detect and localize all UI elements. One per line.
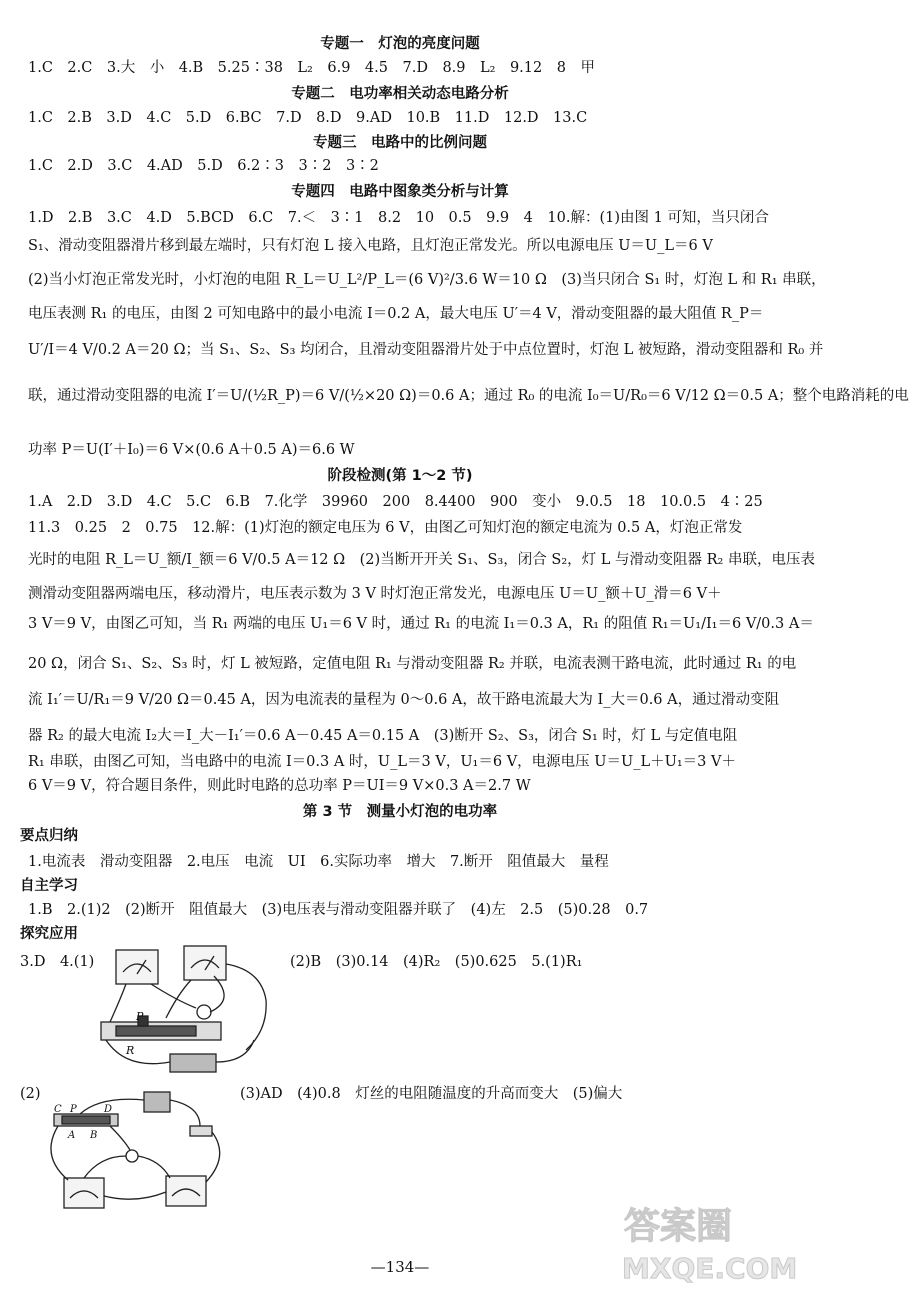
- watermark-top-text: 答案圈: [624, 1206, 733, 1247]
- answer-line: (3)AD (4)0.8 灯丝的电阻随温度的升高而变大 (5)偏大: [240, 1086, 623, 1102]
- answer-line: 6 V＝9 V，符合题目条件，则此时电路的总功率 P＝UI＝9 V×0.3 A＝2.7 W: [28, 778, 531, 794]
- answer-line: 20 Ω，闭合 S₁、S₂、S₃ 时，灯 L 被短路，定值电阻 R₁ 与滑动变阻器 R₂ 并联，电流表测干路电流，此时通过 R₁ 的电: [28, 656, 797, 672]
- answer-line: U′/I＝4 V/0.2 A＝20 Ω；当 S₁、S₂、S₃ 均闭合，且滑动变阻器滑片处于中点位置时，灯泡 L 被短路，滑动变阻器和 R₀ 并: [28, 342, 824, 358]
- rheostat-r-label: R: [126, 1044, 135, 1057]
- answer-line: 光时的电阻 R_L＝U_额/I_额＝6 V/0.5 A＝12 Ω (2)当断开开关 S₁、S₃，闭合 S₂，灯 L 与滑动变阻器 R₂ 串联，电压表: [28, 552, 815, 568]
- subsection-title: 要点归纳: [20, 828, 78, 844]
- subsection-title: 探究应用: [20, 926, 78, 942]
- section-title: 专题二 电功率相关动态电路分析: [291, 86, 509, 102]
- answer-line: R₁ 串联，由图乙可知，当电路中的电流 I＝0.3 A 时，U_L＝3 V，U₁＝6 V，电源电压 U＝U_L＋U₁＝3 V＋: [28, 754, 736, 770]
- answer-line: 3 V＝9 V，由图乙可知，当 R₁ 两端的电压 U₁＝6 V 时，通过 R₁ 的电流 I₁＝0.3 A，R₁ 的阻值 R₁＝U₁/I₁＝6 V/0.3 A＝: [28, 616, 814, 632]
- answer-line: 1.D 2.B 3.C 4.D 5.BCD 6.C 7.＜ 3∶1 8.2 10 0.5 9.9 4 10.解：(1)由图 1 可知，当只闭合: [28, 210, 769, 226]
- answer-line: 器 R₂ 的最大电流 I₂大＝I_大－I₁′＝0.6 A－0.45 A＝0.15 A (3)断开 S₂、S₃，闭合 S₁ 时，灯 L 与定值电阻: [28, 728, 738, 744]
- answer-line: 联，通过滑动变阻器的电流 I′＝U/(½R_P)＝6 V/(½×20 Ω)＝0.6 A；通过 R₀ 的电流 I₀＝U/R₀＝6 V/12 Ω＝0.5 A；整个电路消耗的电: [28, 388, 909, 404]
- answer-line: (2)B (3)0.14 (4)R₂ (5)0.625 5.(1)R₁: [290, 954, 583, 970]
- terminal-b-label: B: [90, 1130, 98, 1141]
- terminal-d-label: D: [104, 1104, 113, 1115]
- answer-line: 1.A 2.D 3.D 4.C 5.C 6.B 7.化学 39960 200 8.4400 900 变小 9.0.5 18 10.0.5 4∶25: [28, 494, 763, 510]
- terminal-c-label: C: [54, 1104, 62, 1115]
- watermark-logo: [618, 1198, 798, 1286]
- circuit-diagram-1: [96, 940, 276, 1080]
- answer-line: 11.3 0.25 2 0.75 12.解：(1)灯泡的额定电压为 6 V，由图乙可知灯泡的额定电流为 0.5 A，灯泡正常发: [28, 520, 743, 536]
- watermark-bottom-text: MXQE.COM: [622, 1252, 798, 1285]
- figure-label: (2): [20, 1086, 41, 1102]
- answer-line: 流 I₁′＝U/R₁＝9 V/20 Ω＝0.45 A，因为电流表的量程为 0～0.6 A，故干路电流最大为 I_大＝0.6 A，通过滑动变阻: [28, 692, 780, 708]
- section-title: 专题四 电路中图象类分析与计算: [291, 184, 509, 200]
- section-title: 第 3 节 测量小灯泡的电功率: [302, 804, 498, 820]
- slider-p-label: P: [70, 1104, 77, 1115]
- terminal-a-label: A: [68, 1130, 76, 1141]
- answer-line: 1.C 2.C 3.大 小 4.B 5.25∶38 L₂ 6.9 4.5 7.D 8.9 L₂ 9.12 8 甲: [28, 60, 595, 76]
- answer-line: 3.D 4.(1): [20, 954, 95, 970]
- answer-line: (2)当小灯泡正常发光时，小灯泡的电阻 R_L＝U_L²/P_L＝(6 V)²/3.6 W＝10 Ω (3)当只闭合 S₁ 时，灯泡 L 和 R₁ 串联，: [28, 272, 826, 288]
- answer-line: 1.C 2.B 3.D 4.C 5.D 6.BC 7.D 8.D 9.AD 10.B 11.D 12.D 13.C: [28, 110, 588, 126]
- section-title: 专题三 电路中的比例问题: [313, 135, 487, 151]
- section-title: 专题一 灯泡的亮度问题: [320, 36, 480, 52]
- answer-line: 电压表测 R₁ 的电压，由图 2 可知电路中的最小电流 I＝0.2 A，最大电压 U′＝4 V，滑动变阻器的最大阻值 R_P＝: [28, 306, 764, 322]
- answer-line: 1.C 2.D 3.C 4.AD 5.D 6.2∶3 3∶2 3∶2: [28, 158, 379, 174]
- answer-line: S₁、滑动变阻器滑片移到最左端时，只有灯泡 L 接入电路，且灯泡正常发光。所以电源电压 U＝U_L＝6 V: [28, 238, 713, 254]
- answer-line: 1.电流表 滑动变阻器 2.电压 电流 UI 6.实际功率 增大 7.断开 阻值最大 量程: [28, 854, 609, 870]
- answer-line: 1.B 2.(1)2 (2)断开 阻值最大 (3)电压表与滑动变阻器并联了 (4)左 2.5 (5)0.28 0.7: [28, 902, 649, 918]
- answer-line: 功率 P＝U(I′＋I₀)＝6 V×(0.6 A＋0.5 A)＝6.6 W: [28, 442, 355, 458]
- answer-line: 测滑动变阻器两端电压，移动滑片，电压表示数为 3 V 时灯泡正常发光，电源电压 U＝U_额＋U_滑＝6 V＋: [28, 586, 722, 602]
- rheostat-p-label: P: [136, 1010, 144, 1023]
- subsection-title: 自主学习: [20, 878, 78, 894]
- section-title: 阶段检测(第 1～2 节): [327, 468, 473, 484]
- page-number: —134—: [370, 1258, 430, 1276]
- circuit-diagram-2: [40, 1086, 240, 1216]
